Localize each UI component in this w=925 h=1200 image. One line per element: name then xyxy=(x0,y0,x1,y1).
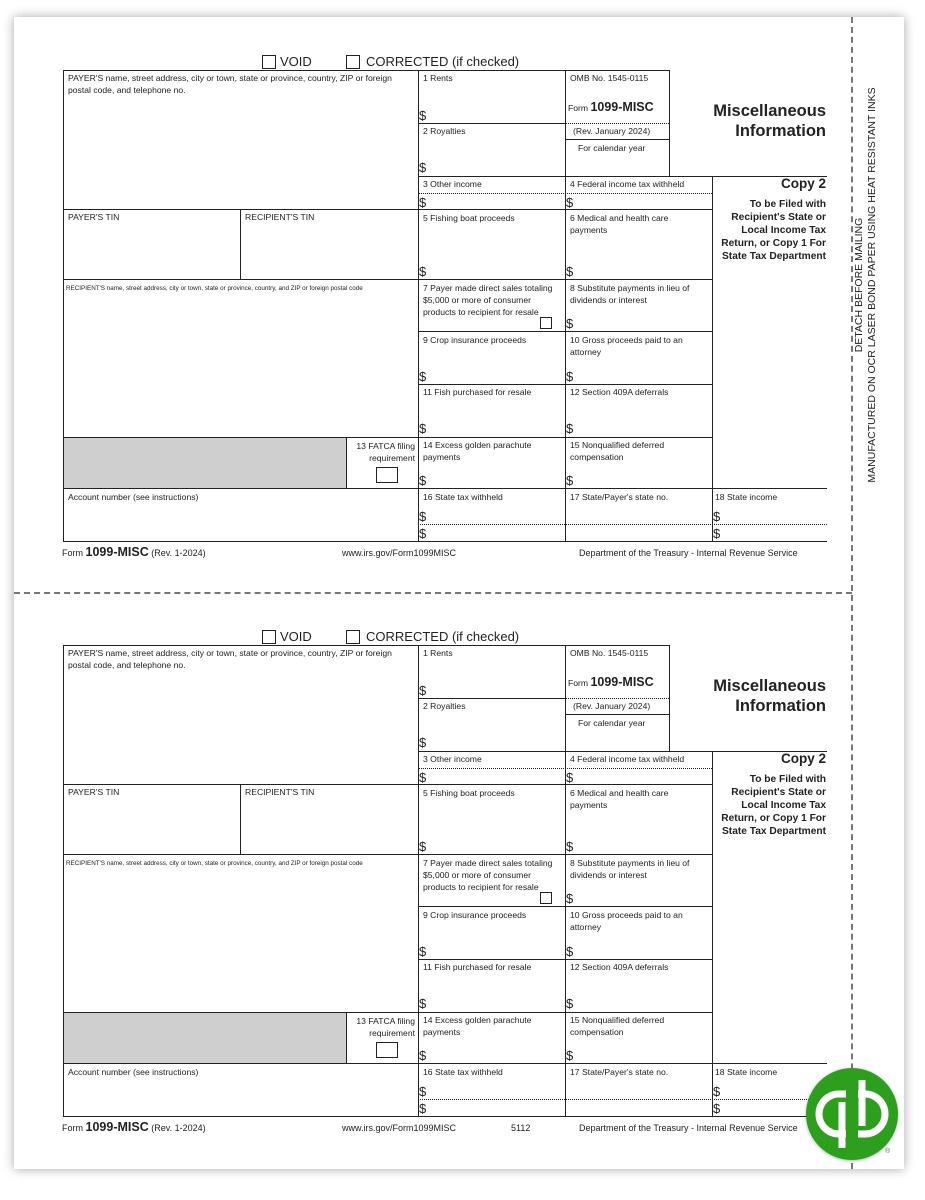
corrected-label: CORRECTED (if checked) xyxy=(366,54,520,69)
box14-dollar: $ xyxy=(419,473,427,488)
payer-name-label: PAYER'S name, street address, city or town, state or province, country, ZIP or foreign postal code, and telephone no. xyxy=(68,73,392,95)
account-number-label: Account number (see instructions) xyxy=(68,492,199,502)
box10-label: 10 Gross proceeds paid to an attorney xyxy=(570,910,683,932)
box5-dollar: $ xyxy=(419,839,427,854)
box6-label: 6 Medical and health care payments xyxy=(570,213,669,235)
box14-dollar: $ xyxy=(419,1048,427,1063)
box9-dollar: $ xyxy=(419,944,427,959)
box8-dollar: $ xyxy=(566,316,574,331)
box1-label: 1 Rents xyxy=(423,648,453,658)
void-label: VOID xyxy=(280,54,312,69)
box10-label: 10 Gross proceeds paid to an attorney xyxy=(570,335,683,357)
box12-label: 12 Section 409A deferrals xyxy=(570,387,669,397)
box11-label: 11 Fish purchased for resale xyxy=(423,387,532,397)
foot-cat-number: 5112 xyxy=(511,1123,531,1133)
foot-form-word: Form xyxy=(62,548,83,558)
form-word: Form xyxy=(568,103,589,113)
box1-dollar: $ xyxy=(419,108,427,123)
box9-dollar: $ xyxy=(419,369,427,384)
foot-form-word: Form xyxy=(62,1123,83,1133)
box8-dollar: $ xyxy=(566,891,574,906)
corrected-label: CORRECTED (if checked) xyxy=(366,629,520,644)
rev-date: (Rev. January 2024) xyxy=(573,126,651,136)
box4-label: 4 Federal income tax withheld xyxy=(570,754,685,764)
shaded-area xyxy=(64,1013,346,1063)
registered-mark: ® xyxy=(885,1148,891,1155)
box18-dollar-2: $ xyxy=(713,526,721,541)
box15-dollar: $ xyxy=(566,1048,574,1063)
box5-dollar: $ xyxy=(419,264,427,279)
title-line2: Information xyxy=(735,697,826,715)
box6-label: 6 Medical and health care payments xyxy=(570,788,669,810)
box16-dollar-1: $ xyxy=(419,1084,427,1099)
box7-label: 7 Payer made direct sales totaling $5,000 or more of consumer products to recipient for resale xyxy=(423,858,553,892)
detach-text: DETACH BEFORE MAILING xyxy=(853,217,865,353)
box18-label: 18 State income xyxy=(715,492,778,502)
box4-dollar: $ xyxy=(566,195,574,210)
box10-dollar: $ xyxy=(566,944,574,959)
box15-label: 15 Nonqualified deferred compensation xyxy=(570,1015,665,1037)
void-checkbox[interactable] xyxy=(262,55,276,69)
corrected-checkbox[interactable] xyxy=(346,55,360,69)
box9-label: 9 Crop insurance proceeds xyxy=(423,335,527,345)
box14-label: 14 Excess golden parachute payments xyxy=(423,440,532,462)
box3-dollar: $ xyxy=(419,770,427,785)
box15-label: 15 Nonqualified deferred compensation xyxy=(570,440,665,462)
foot-url: www.irs.gov/Form1099MISC xyxy=(342,548,457,558)
box1-label: 1 Rents xyxy=(423,73,453,83)
box18-label: 18 State income xyxy=(715,1067,778,1077)
recipient-name-label: RECIPIENT'S name, street address, city or town, state or province, country, and ZIP or foreign postal code xyxy=(66,285,363,292)
box6-dollar: $ xyxy=(566,839,574,854)
box16-label: 16 State tax withheld xyxy=(423,492,503,502)
box16-dollar-2: $ xyxy=(419,1101,427,1116)
box7-checkbox[interactable] xyxy=(540,892,552,904)
copy-label: Copy 2 xyxy=(780,176,826,191)
title-line2: Information xyxy=(735,122,826,140)
shaded-area xyxy=(64,438,346,488)
box3-label: 3 Other income xyxy=(423,754,482,764)
form-name: 1099-MISC xyxy=(590,675,654,689)
box14-label: 14 Excess golden parachute payments xyxy=(423,1015,532,1037)
box16-dollar-1: $ xyxy=(419,509,427,524)
form-copy-top xyxy=(0,0,925,560)
foot-dept: Department of the Treasury - Internal Revenue Service xyxy=(579,548,798,558)
title-line1: Miscellaneous xyxy=(713,102,826,120)
fatca-label: 13 FATCA filing requirement xyxy=(356,441,415,463)
filed-instructions: To be Filed with Recipient's State or Local Income Tax Return, or Copy 1 For State Tax Department xyxy=(721,774,826,837)
foot-form-name: 1099-MISC xyxy=(85,545,149,559)
box1-dollar: $ xyxy=(419,683,427,698)
box10-dollar: $ xyxy=(566,369,574,384)
box15-dollar: $ xyxy=(566,473,574,488)
box9-label: 9 Crop insurance proceeds xyxy=(423,910,527,920)
foot-url: www.irs.gov/Form1099MISC xyxy=(342,1123,457,1133)
foot-rev: (Rev. 1-2024) xyxy=(151,1123,206,1133)
box2-dollar: $ xyxy=(419,735,427,750)
corrected-checkbox[interactable] xyxy=(346,630,360,644)
box12-dollar: $ xyxy=(566,421,574,436)
form-name: 1099-MISC xyxy=(590,100,654,114)
foot-form-name: 1099-MISC xyxy=(85,1120,149,1134)
fatca-checkbox[interactable] xyxy=(376,1042,398,1058)
form-copy-bottom xyxy=(0,575,925,1135)
calendar-year: For calendar year xyxy=(578,718,646,728)
box7-checkbox[interactable] xyxy=(540,317,552,329)
recipient-tin-label: RECIPIENT'S TIN xyxy=(245,212,315,222)
foot-rev: (Rev. 1-2024) xyxy=(151,548,206,558)
box3-label: 3 Other income xyxy=(423,179,482,189)
box4-dollar: $ xyxy=(566,770,574,785)
copy-label: Copy 2 xyxy=(780,751,826,766)
box2-label: 2 Royalties xyxy=(423,126,466,136)
box18-dollar-2: $ xyxy=(713,1101,721,1116)
box18-dollar-1: $ xyxy=(713,509,721,524)
box11-dollar: $ xyxy=(419,996,427,1011)
box8-label: 8 Substitute payments in lieu of dividends or interest xyxy=(570,283,690,305)
qb-logo-icon xyxy=(806,1068,898,1160)
box5-label: 5 Fishing boat proceeds xyxy=(423,213,515,223)
box12-label: 12 Section 409A deferrals xyxy=(570,962,669,972)
box8-label: 8 Substitute payments in lieu of dividends or interest xyxy=(570,858,690,880)
box7-label: 7 Payer made direct sales totaling $5,000 or more of consumer products to recipient for resale xyxy=(423,283,553,317)
fatca-label: 13 FATCA filing requirement xyxy=(356,1016,415,1038)
box12-dollar: $ xyxy=(566,996,574,1011)
box11-dollar: $ xyxy=(419,421,427,436)
box2-label: 2 Royalties xyxy=(423,701,466,711)
void-checkbox[interactable] xyxy=(262,630,276,644)
box17-label: 17 State/Payer's state no. xyxy=(570,1067,669,1077)
payer-tin-label: PAYER'S TIN xyxy=(68,212,120,222)
filed-instructions: To be Filed with Recipient's State or Local Income Tax Return, or Copy 1 For State Tax Department xyxy=(721,199,826,262)
account-number-label: Account number (see instructions) xyxy=(68,1067,199,1077)
omb-number: OMB No. 1545-0115 xyxy=(570,648,649,658)
box5-label: 5 Fishing boat proceeds xyxy=(423,788,515,798)
box4-label: 4 Federal income tax withheld xyxy=(570,179,685,189)
box11-label: 11 Fish purchased for resale xyxy=(423,962,532,972)
box6-dollar: $ xyxy=(566,264,574,279)
box18-dollar-1: $ xyxy=(713,1084,721,1099)
box17-label: 17 State/Payer's state no. xyxy=(570,492,669,502)
omb-number: OMB No. 1545-0115 xyxy=(570,73,649,83)
recipient-name-label: RECIPIENT'S name, street address, city or town, state or province, country, and ZIP or foreign postal code xyxy=(66,860,363,867)
box3-dollar: $ xyxy=(419,195,427,210)
box16-dollar-2: $ xyxy=(419,526,427,541)
foot-dept: Department of the Treasury - Internal Revenue Service xyxy=(579,1123,798,1133)
form-word: Form xyxy=(568,678,589,688)
calendar-year: For calendar year xyxy=(578,143,646,153)
box2-dollar: $ xyxy=(419,160,427,175)
title-line1: Miscellaneous xyxy=(713,677,826,695)
recipient-tin-label: RECIPIENT'S TIN xyxy=(245,787,315,797)
payer-name-label: PAYER'S name, street address, city or town, state or province, country, ZIP or foreign postal code, and telephone no. xyxy=(68,648,392,670)
fatca-checkbox[interactable] xyxy=(376,467,398,483)
box16-label: 16 State tax withheld xyxy=(423,1067,503,1077)
payer-tin-label: PAYER'S TIN xyxy=(68,787,120,797)
rev-date: (Rev. January 2024) xyxy=(573,701,651,711)
manufactured-text: MANUFACTURED ON OCR LASER BOND PAPER USING HEAT RESISTANT INKS xyxy=(866,87,878,483)
void-label: VOID xyxy=(280,629,312,644)
